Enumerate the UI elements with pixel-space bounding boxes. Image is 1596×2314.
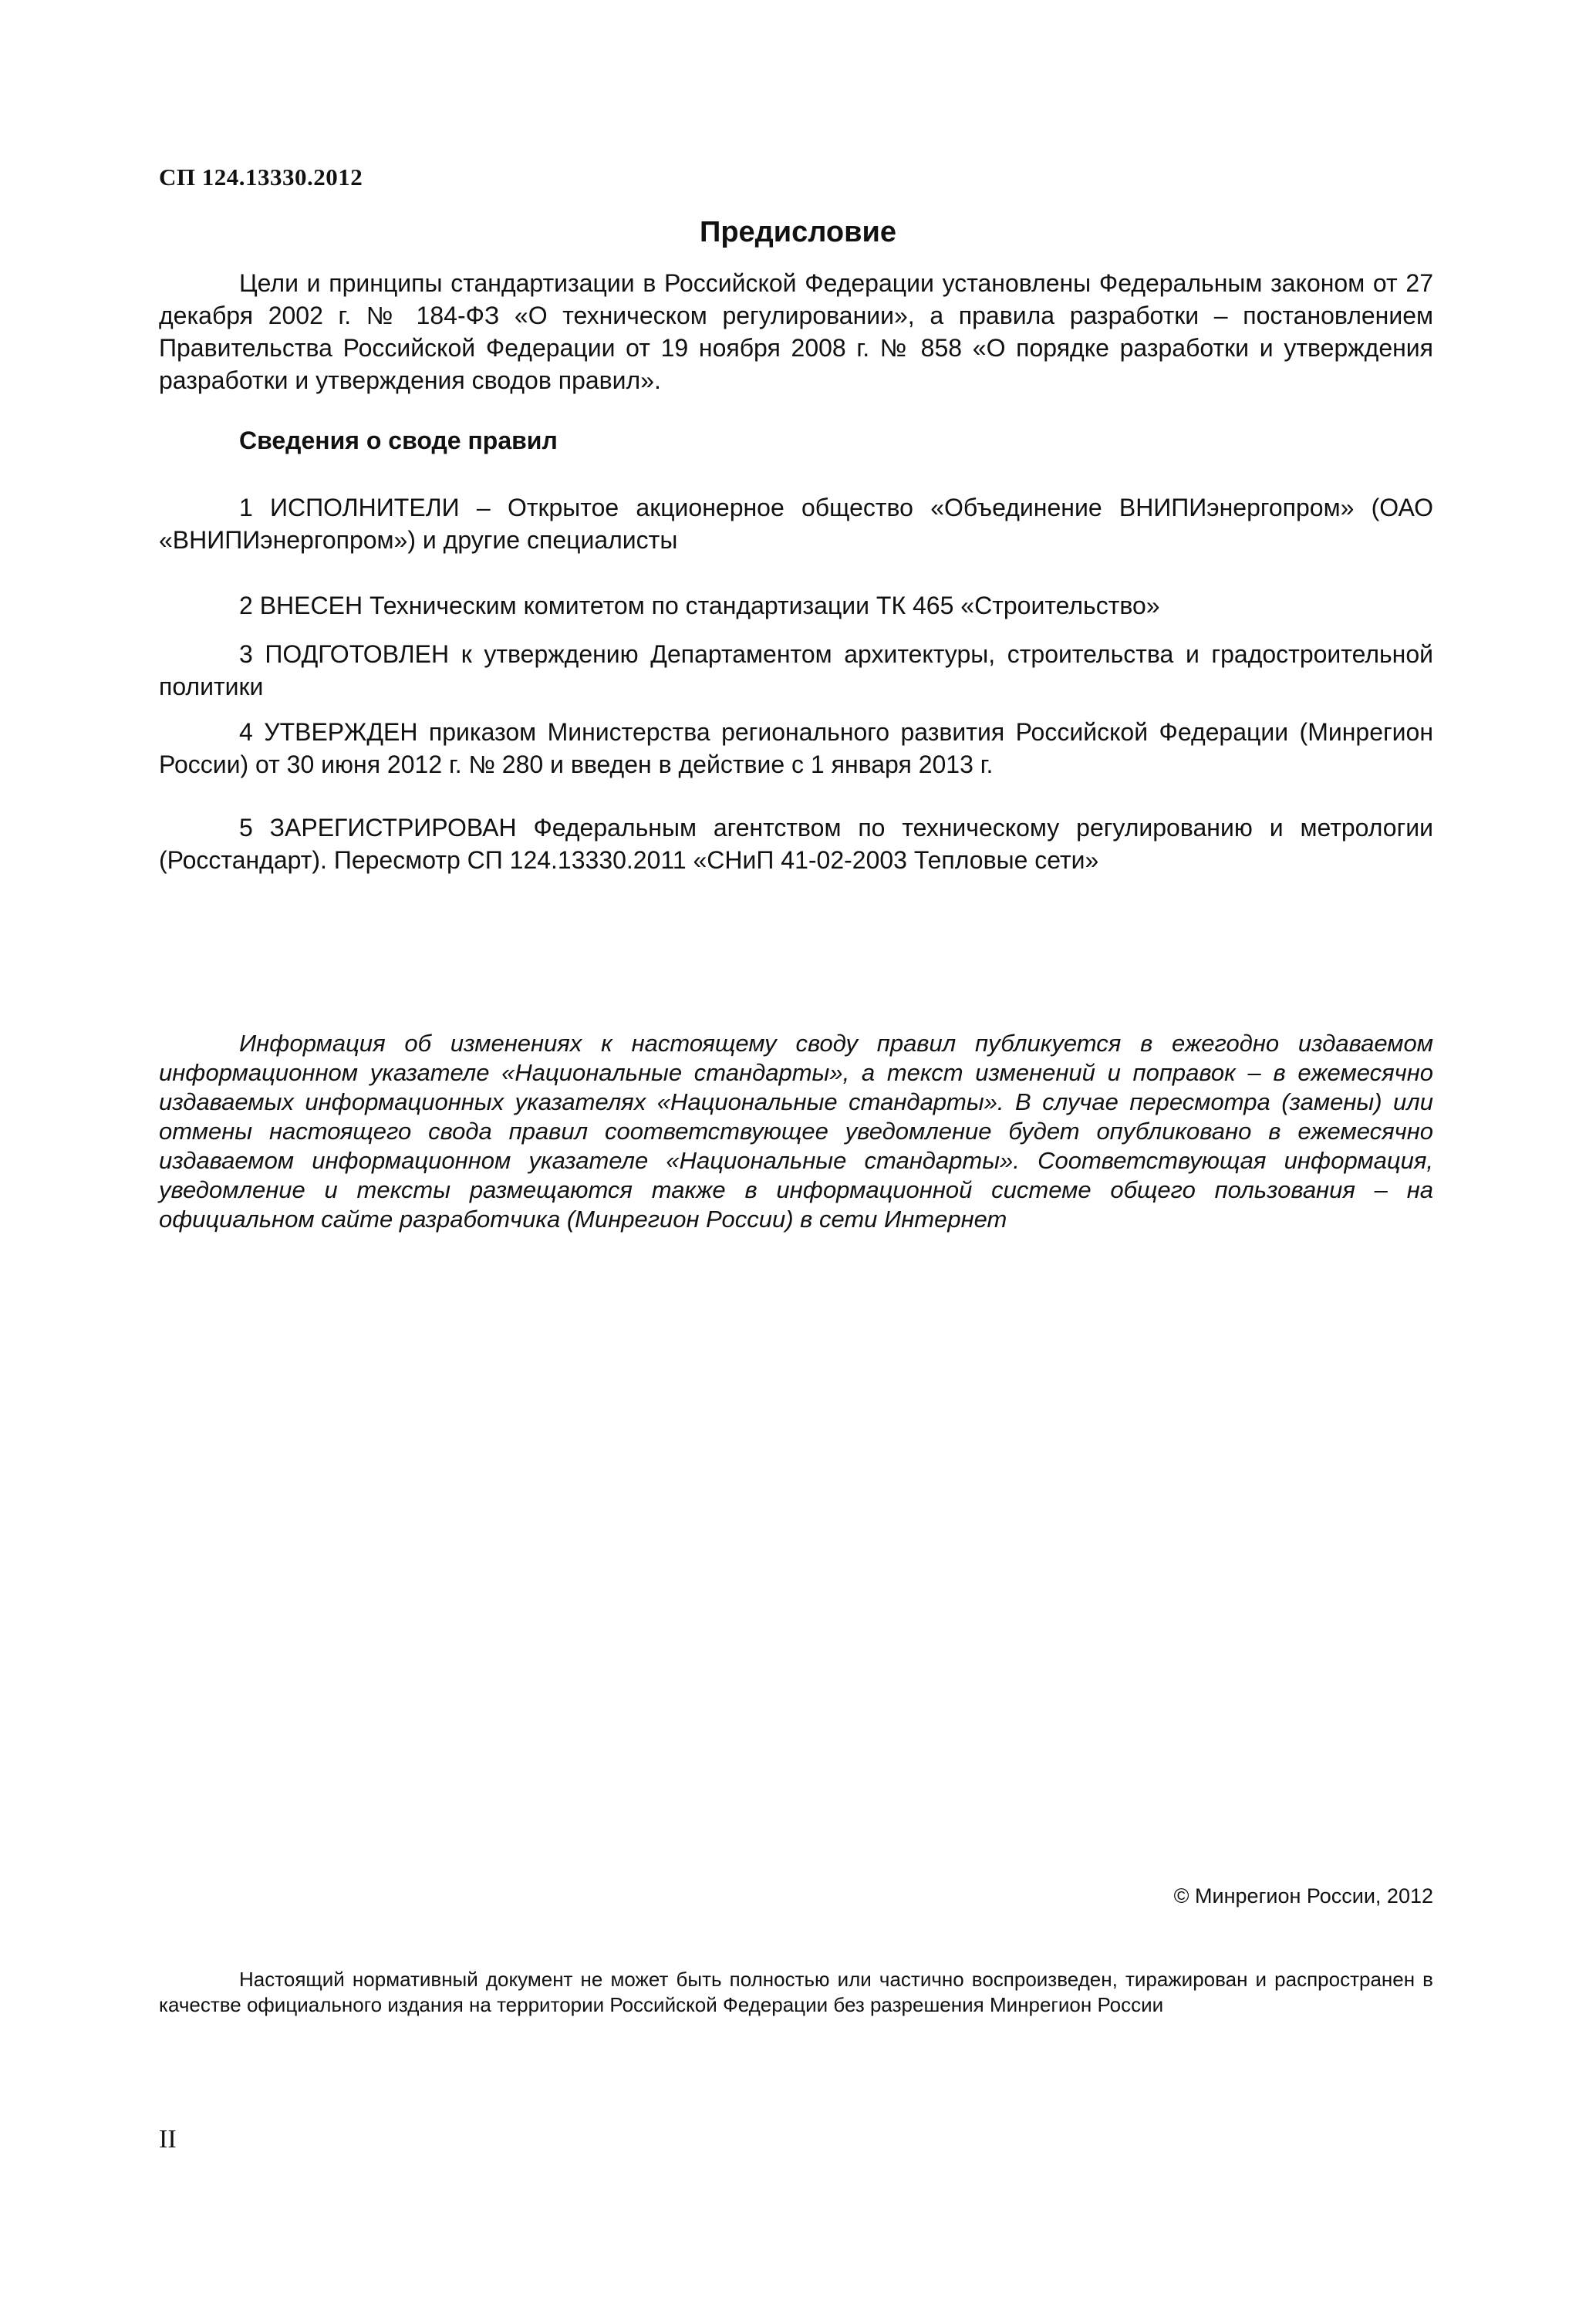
reproduction-notice: Настоящий нормативный документ не может быть полностью или частично воспроизведен, тиражирован и распространен в качестве официального издания на территории Российской Федерации без разрешения Минрегион России [159,1968,1433,2016]
info-item-5: 5 ЗАРЕГИСТРИРОВАН Федеральным агентством по техническому регулированию и метрологии (Росстандарт). Пересмотр СП 124.13330.2011 «СНиП 41-02-2003 Тепловые сети» [159,814,1433,874]
info-item-2: 2 ВНЕСЕН Техническим комитетом по стандартизации ТК 465 «Строительство» [239,592,1160,619]
page-title: Предисловие [700,216,896,248]
info-item-4: 4 УТВЕРЖДЕН приказом Министерства регионального развития Российской Федерации (Минрегион России) от 30 июня 2012 г. № 280 и введен в действие с 1 января 2013 г. [159,718,1433,778]
info-item-3: 3 ПОДГОТОВЛЕН к утверждению Департаментом архитектуры, строительства и градостроительной политики [159,640,1433,700]
section-subheading: Сведения о своде правил [239,427,558,454]
document-code: СП 124.13330.2012 [159,164,363,191]
info-item-1: 1 ИСПОЛНИТЕЛИ – Открытое акционерное общество «Объединение ВНИПИэнергопром» (ОАО «ВНИПИэнергопром») и другие специалисты [159,494,1433,554]
amendments-info-note: Информация об изменениях к настоящему своду правил публикуется в ежегодно издаваемом информационном указателе «Национальные стандарты», а текст изменений и поправок – в ежемесячно издаваемых информационных указателях «Национальные стандарты». В случае пересмотра (замены) или отмены настоящего свода правил соответствующее уведомление будет опубликовано в ежемесячно издаваемом информационном указателе «Национальные стандарты». Соответствующая информация, уведомление и тексты размещаются также в информационной системе общего пользования – на официальном сайте разработчика (Минрегион России) в сети Интернет [159,1030,1433,1233]
copyright-line: © Минрегион России, 2012 [1173,1884,1433,1908]
intro-paragraph: Цели и принципы стандартизации в Российской Федерации установлены Федеральным законом от 27 декабря 2002 г. № 184-ФЗ «О техническом регулировании», а правила разработки – постановлением Правительства Российской Федерации от 19 ноября 2008 г. № 858 «О порядке разработки и утверждения разработки и утверждения сводов правил». [159,269,1433,394]
page-number: II [159,2125,177,2154]
